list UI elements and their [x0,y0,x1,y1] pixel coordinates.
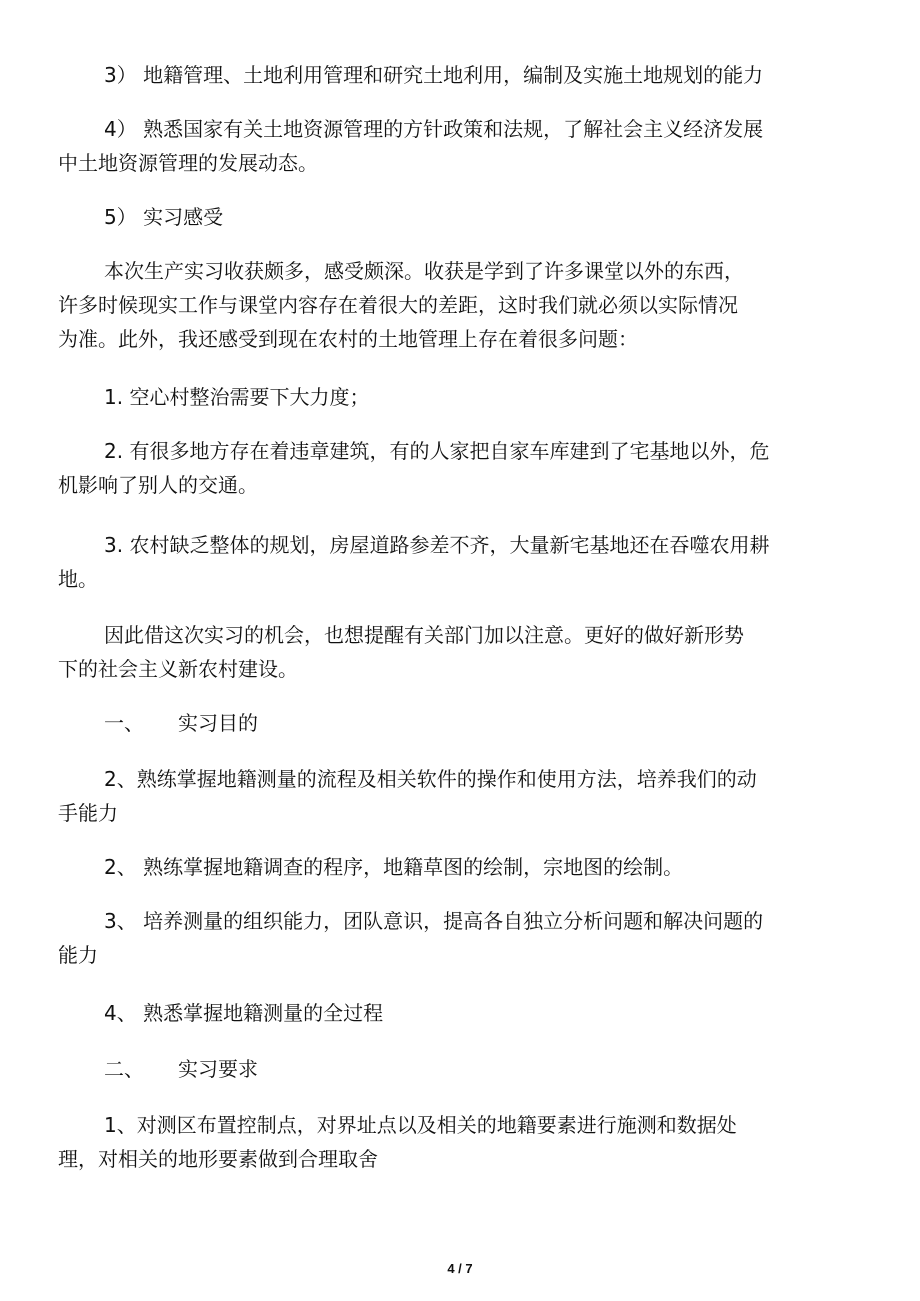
objective-item-software [58,762,838,830]
text-line: 能力 [58,943,98,967]
section-heading-requirements [58,1052,838,1086]
text-line: 机影响了别人的交通。 [58,473,258,497]
text-line: 地。 [58,567,98,591]
paragraph-3-land-management [58,58,838,92]
text-line: 2. 有很多地方存在着违章建筑，有的人家把自家车库建到了宅基地以外，危 [104,439,770,463]
section-heading-objectives [58,706,838,740]
page-number: 4 / 7 [447,1261,473,1276]
section-title: 实习要求 [178,1057,258,1081]
objective-item-survey-procedure [58,850,838,884]
requirement-item-control-points [58,1108,838,1176]
text-line: 本次生产实习收获颇多，感受颇深。收获是学到了许多课堂以外的东西， [104,259,744,283]
section-number: 一、 [104,711,144,735]
text-line: 3） 地籍管理、土地利用管理和研究土地利用，编制及实施土地规划的能力 [104,63,764,87]
list-item-planning [58,528,838,596]
text-line: 下的社会主义新农村建设。 [58,657,298,681]
text-line: 2、 熟练掌握地籍调查的程序，地籍草图的绘制，宗地图的绘制。 [104,855,684,879]
text-line: 许多时候现实工作与课堂内容存在着很大的差距，这时我们就必须以实际情况 [58,293,738,317]
text-line: 1. 空心村整治需要下大力度； [104,385,370,409]
paragraph-5-internship-feelings [58,200,838,234]
text-line: 2、熟练掌握地籍测量的流程及相关软件的操作和使用方法，培养我们的动 [104,767,757,791]
text-line: 4） 熟悉国家有关土地资源管理的方针政策和法规，了解社会主义经济发展 [104,117,764,141]
text-line: 1、对测区布置控制点，对界址点以及相关的地籍要素进行施测和数据处 [104,1113,737,1137]
text-line: 理，对相关的地形要素做到合理取舍 [58,1147,378,1171]
section-number: 二、 [104,1057,144,1081]
objective-item-full-process [58,996,838,1030]
text-line: 手能力 [58,801,118,825]
list-item-hollow-village [58,380,838,414]
text-line: 3、 培养测量的组织能力，团队意识，提高各自独立分析问题和解决问题的 [104,909,764,933]
text-line: 3. 农村缺乏整体的规划，房屋道路参差不齐，大量新宅基地还在吞噬农用耕 [104,533,770,557]
text-line: 中土地资源管理的发展动态。 [58,151,318,175]
paragraph-4-policies [58,112,838,180]
paragraph-conclusion [58,618,838,686]
paragraph-gains [58,254,838,356]
text-line: 为准。此外，我还感受到现在农村的土地管理上存在着很多问题： [58,327,638,351]
section-title: 实习目的 [178,711,258,735]
text-line: 5） 实习感受 [104,205,224,229]
list-item-illegal-buildings [58,434,838,502]
objective-item-teamwork [58,904,838,972]
text-line: 4、 熟悉掌握地籍测量的全过程 [104,1001,384,1025]
text-line: 因此借这次实习的机会，也想提醒有关部门加以注意。更好的做好新形势 [104,623,744,647]
